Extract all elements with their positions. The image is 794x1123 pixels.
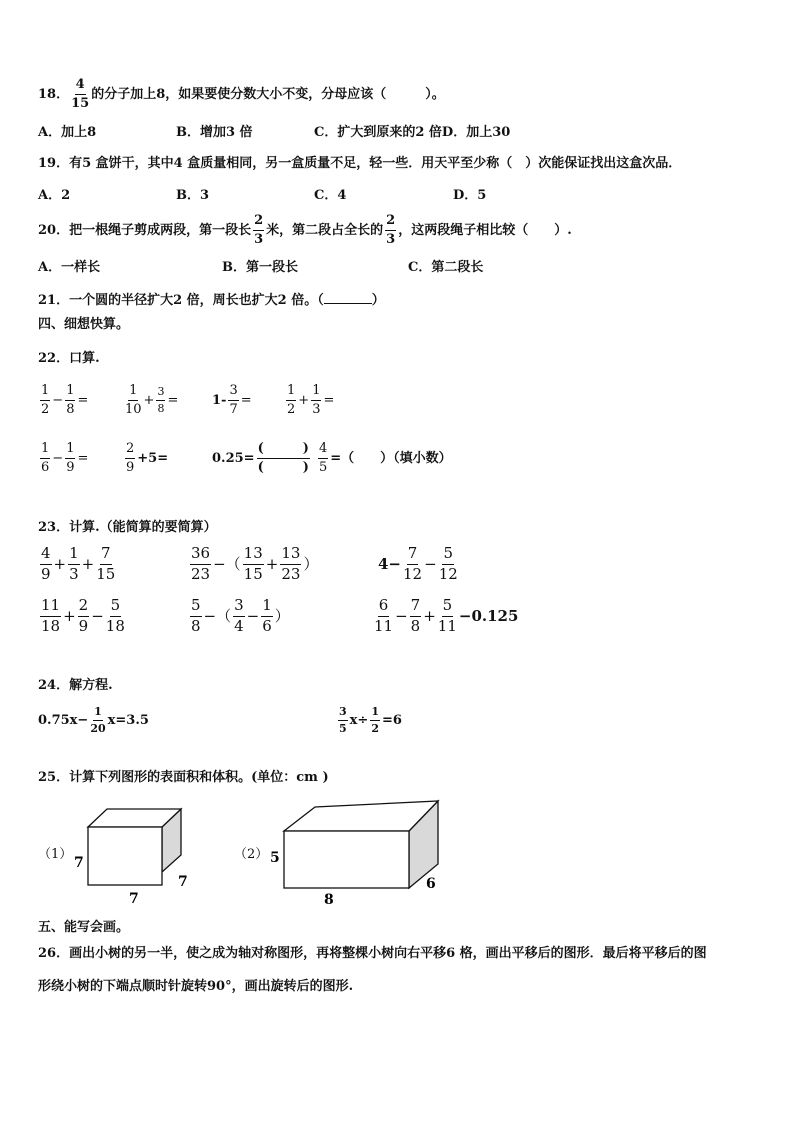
width-label: 6 (426, 876, 436, 892)
question-23: 23．计算.（能简算的要简算） (38, 520, 217, 535)
figure-2-label: （2） (234, 847, 269, 862)
calc-item: 36 23 −（ 13 15 + $\frac{13}{23}$ ） (191, 544, 319, 583)
fraction: 2 3 (386, 213, 396, 247)
equation: 0.75x− $\frac{1}{20}$ x=3.5 (38, 705, 149, 735)
section-4-heading: 四、细想快算。 (38, 317, 130, 332)
height-label: 5 (270, 850, 280, 866)
question-26-line-2: 形绕小树的下端点顺时针旋转90°，画出旋转后的图形. (38, 979, 354, 994)
cube-figure-1 (70, 800, 200, 905)
calc-item: 4− $\frac{7}{12}$ − $\frac{5}{12}$ (378, 544, 458, 583)
calc-item: $\frac{4}{5}$ =（ ）（填小数） (319, 441, 452, 475)
calc-item: 5 8 −（ 3 4 − $\frac{1}{6}$ ） (191, 596, 290, 635)
q19-option-c: C．4 (314, 188, 347, 203)
question-25: 25．计算下列图形的表面积和体积。(单位：cm ) (38, 770, 329, 785)
width-label: 7 (178, 874, 188, 890)
q19-option-b: B．3 (176, 188, 210, 203)
length-label: 8 (324, 892, 334, 906)
question-18 (38, 78, 445, 110)
height-label: 7 (74, 855, 84, 871)
q20-option-a: A．一样长 (38, 260, 101, 275)
question-22: 22．口算. (38, 351, 100, 366)
calc-item: 2 9 +5= (126, 441, 169, 475)
question-20: 20．把一根绳子剪成两段，第一段长 2 3 米，第二段占全长的 2 3 ，这两段绳子相比较（ ）. (38, 213, 572, 247)
question-24: 24．解方程. (38, 678, 113, 693)
q18-option-c: C．扩大到原来的2 倍D．加上30 (314, 125, 511, 140)
calc-item: 1 2 + $\frac{1}{3}$ = (287, 383, 335, 417)
calc-item: 0.25= ( ) ( ) (212, 441, 309, 475)
q19-option-a: A．2 (38, 188, 71, 203)
calc-item: 11 18 + $\frac{2}{9}$ − $\frac{5}{18}$ (41, 596, 125, 635)
figure-1-label: （1） (38, 847, 73, 862)
calc-item: 4 9 + $\frac{1}{3}$ + $\frac{7}{15}$ (41, 544, 116, 583)
question-19: 19．有5 盒饼干，其中4 盒质量相同，另一盒质量不足，轻一些．用天平至少称（ ）次能保证找出这盒次品． (38, 156, 682, 171)
q18-option-b: B．增加3 倍 (176, 125, 253, 140)
q18-option-a: A．加上8 (38, 125, 97, 140)
q20-option-c: C．第二段长 (408, 260, 484, 275)
equation: 3 5 x÷ $\frac{1}{2}$ =6 (339, 705, 402, 735)
answer-blank (324, 292, 372, 304)
calc-item: 1- $\frac{3}{7}$ = (212, 383, 252, 417)
question-21: 21．一个圆的半径扩大2 倍，周长也扩大2 倍。（ ） (38, 293, 385, 308)
question-text: 的分子加上8，如果要使分数大小不变，分母应该（ ）。 (91, 86, 445, 102)
question-number: 18． (38, 86, 70, 102)
q20-option-b: B．第一段长 (222, 260, 298, 275)
question-26-line-1: 26．画出小树的另一半，使之成为轴对称图形，再将整棵小树向右平移6 格，画出平移后的图形．最后将平移后的图 (38, 946, 707, 961)
q19-option-d: D．5 (453, 188, 487, 203)
calc-item: 1 2 − $\frac{1}{8}$ = (41, 383, 89, 417)
calc-item: 6 11 − $\frac{7}{8}$ + $\frac{5}{11}$ −0.125 (374, 596, 519, 635)
length-label: 7 (129, 891, 139, 905)
section-5-heading: 五、能写会画。 (38, 920, 130, 935)
fraction: 4 15 (71, 77, 90, 111)
cuboid-figure-2 (266, 796, 456, 906)
calc-item: 1 6 − $\frac{1}{9}$ = (41, 441, 89, 475)
fraction: 2 3 (254, 213, 264, 247)
calc-item: 1 10 + $\frac{3}{8}$ = (125, 383, 179, 417)
